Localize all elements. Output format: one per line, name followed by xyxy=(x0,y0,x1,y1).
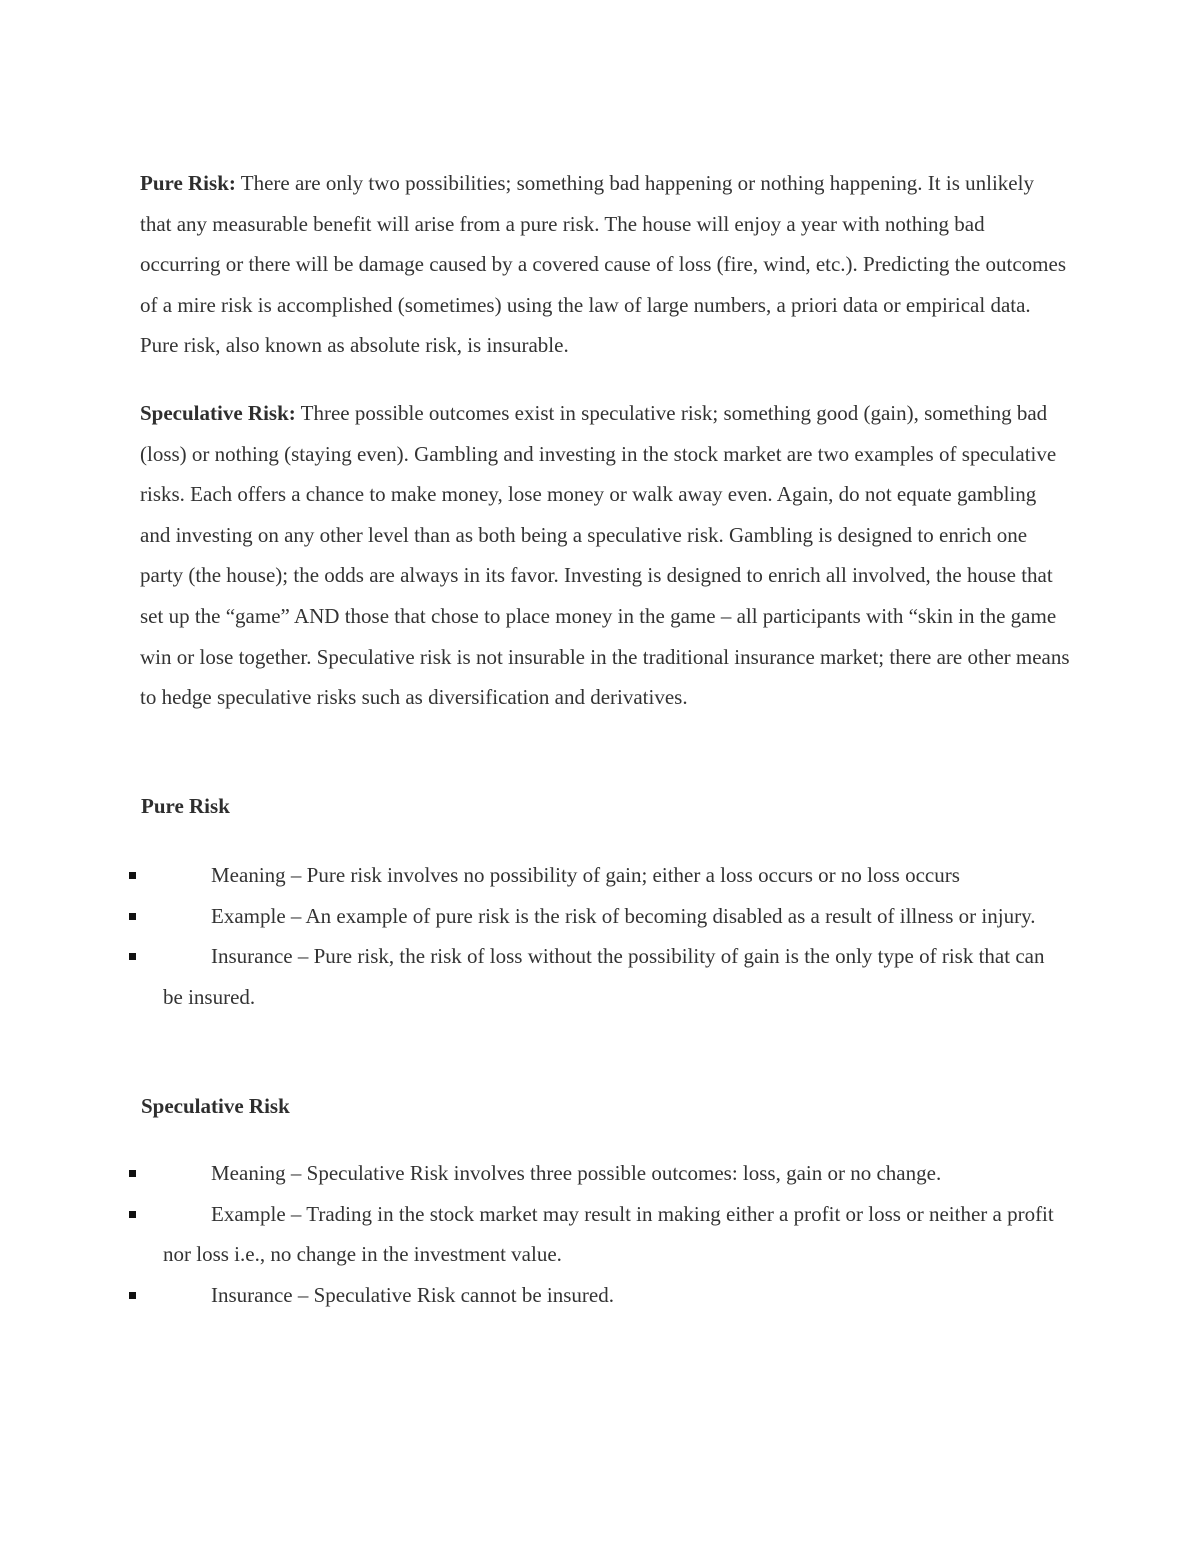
square-bullet-icon xyxy=(129,1211,136,1218)
pure-risk-heading: Pure Risk xyxy=(141,794,230,818)
square-bullet-icon xyxy=(129,1292,136,1299)
pure-risk-text: There are only two possibilities; something bad happening or nothing happening. It is unlikely that any measurable benefit will arise from a pure risk. The house will enjoy a year with nothing bad occurring or there will be damage caused by a covered cause of loss (fire, wind, etc.). Predicting the outcomes of a mire risk is accomplished (sometimes) using the law of large numbers, a priori data or empirical data. Pure risk, also known as absolute risk, is insurable. xyxy=(140,171,1066,358)
list-item xyxy=(0,855,1058,896)
list-item-text: Meaning – Pure risk involves no possibility of gain; either a loss occurs or no loss occurs xyxy=(211,863,960,887)
list-item xyxy=(0,1153,1058,1194)
speculative-risk-label: Speculative Risk: xyxy=(140,401,296,425)
speculative-risk-heading: Speculative Risk xyxy=(141,1094,290,1118)
speculative-risk-list xyxy=(0,1153,1200,1315)
square-bullet-icon xyxy=(129,872,136,879)
pure-risk-label: Pure Risk: xyxy=(140,171,236,195)
square-bullet-icon xyxy=(129,1170,136,1177)
list-item-text: Insurance – Speculative Risk cannot be insured. xyxy=(211,1282,614,1307)
list-item xyxy=(0,936,1058,1017)
list-item-text: Insurance – Pure risk, the risk of loss without the possibility of gain is the only type of risk that can be insured. xyxy=(163,944,1045,1009)
speculative-risk-text: Three possible outcomes exist in speculative risk; something good (gain), something bad (loss) or nothing (staying even). Gambling and investing in the stock market are two examples of speculative risks. Each offers a chance to make money, lose money or walk away even. Again, do not equate gambling and investing on any other level than as both being a speculative risk. Gambling is designed to enrich one party (the house); the odds are always in its favor. Investing is designed to enrich all involved, the house that set up the “game” AND those that chose to place money in the game – all participants with “skin in the game win or lose together. Speculative risk is not insurable in the traditional insurance market; there are other means to hedge speculative risks such as diversification and derivatives. xyxy=(140,401,1070,710)
square-bullet-icon xyxy=(129,953,136,960)
list-item-text: Example – Trading in the stock market may result in making either a profit or loss or neither a profit nor loss i.e., no change in the investment value. xyxy=(163,1201,1054,1267)
list-item-text: Meaning – Speculative Risk involves three possible outcomes: loss, gain or no change. xyxy=(211,1161,942,1185)
list-item xyxy=(0,1275,1058,1316)
list-item xyxy=(0,896,1058,937)
speculative-risk-paragraph xyxy=(140,393,1070,718)
square-bullet-icon xyxy=(129,913,136,920)
list-item xyxy=(0,1194,1058,1275)
list-item-text: Example – An example of pure risk is the risk of becoming disabled as a result of illness or injury. xyxy=(211,903,1036,928)
pure-risk-list xyxy=(0,855,1200,1017)
pure-risk-paragraph xyxy=(140,163,1070,366)
